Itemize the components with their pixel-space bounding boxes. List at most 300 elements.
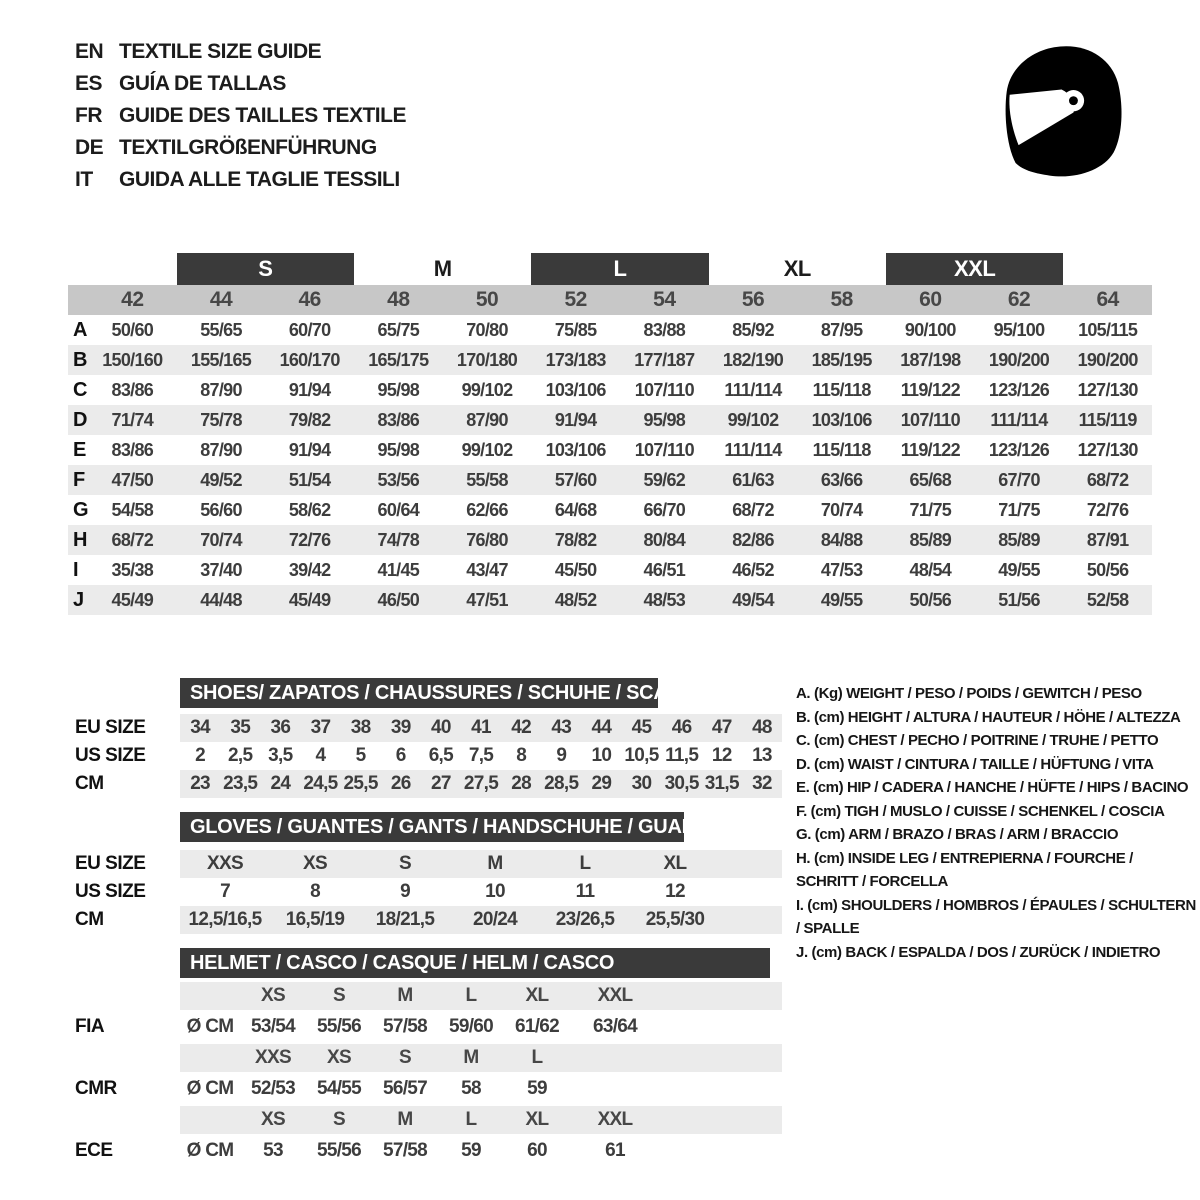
cell-value: XXS <box>207 853 243 874</box>
legend-entry: D. (cm) WAIST / CINTURA / TAILLE / HÜFTUNG / VITA <box>796 755 1154 773</box>
unit-cell: Ø CM <box>186 1016 234 1037</box>
language-title: TEXTILGRÖßENFÜHRUNG <box>119 136 377 159</box>
size-value: 103/106 <box>545 439 606 460</box>
language-title: TEXTILE SIZE GUIDE <box>119 40 322 63</box>
size-value: 182/190 <box>722 349 784 370</box>
size-value: 115/118 <box>812 379 871 400</box>
size-value: 99/102 <box>461 439 513 460</box>
helmet-section <box>68 948 782 1168</box>
size-value: 85/89 <box>998 529 1040 550</box>
table-row <box>68 878 782 906</box>
size-value: 75/85 <box>554 319 597 340</box>
size-value: 111/114 <box>990 409 1048 430</box>
size-value: 70/74 <box>200 529 242 550</box>
size-value: 150/160 <box>102 349 163 370</box>
size-value: 49/55 <box>998 559 1040 580</box>
shoes-section <box>68 678 782 798</box>
size-value: 84/88 <box>820 529 863 550</box>
cell-value: 2,5 <box>228 745 253 766</box>
column-header: 50 <box>475 288 499 311</box>
cell-value: 47 <box>711 717 732 738</box>
cell-value: 6 <box>395 745 406 766</box>
size-value: 68/72 <box>732 499 774 520</box>
cell-value: 10 <box>485 881 505 902</box>
size-number-row <box>68 285 1152 315</box>
size-value: 59/62 <box>643 469 686 490</box>
cell-value: 44 <box>591 717 612 738</box>
table-row <box>68 405 1152 435</box>
legend-entry: I. (cm) SHOULDERS / HOMBROS / ÉPAULES / SCHULTERN / SPALLE <box>796 896 1196 937</box>
size-value: 60/70 <box>288 319 331 340</box>
cell-value: 11 <box>575 881 595 902</box>
cell-value: 25,5 <box>343 773 378 794</box>
size-value: 105/115 <box>1078 319 1138 340</box>
row-values <box>180 906 782 934</box>
size-value: 49/54 <box>732 589 774 610</box>
size-value: 50/60 <box>111 319 154 340</box>
size-value: 49/55 <box>820 589 863 610</box>
cell-value: 35 <box>230 717 251 738</box>
size-value: 87/91 <box>1086 529 1129 550</box>
size-value: 83/86 <box>111 439 154 460</box>
cell-value: 26 <box>390 773 411 794</box>
size-group-label: M <box>433 256 452 281</box>
cell-value: 9 <box>400 881 410 902</box>
helmet-size-label: M <box>397 1109 413 1130</box>
size-value: 107/110 <box>900 409 960 430</box>
helmet-table <box>68 982 782 1168</box>
size-value: 51/56 <box>998 589 1040 610</box>
size-value: 56/60 <box>200 499 242 520</box>
cell-value: 6,5 <box>428 745 454 766</box>
helmet-size-row <box>68 1044 782 1072</box>
size-value: 65/75 <box>377 319 420 340</box>
cell-value: 9 <box>556 745 567 766</box>
size-value: 72/76 <box>288 529 331 550</box>
row-label: EU SIZE <box>75 853 146 874</box>
helmet-size-label: XS <box>327 1047 351 1068</box>
cell-value: 16,5/19 <box>285 909 345 930</box>
size-value: 103/106 <box>545 379 606 400</box>
cell-value: 59 <box>527 1078 547 1099</box>
language-title: GUIDE DES TAILLES TEXTILE <box>119 104 406 127</box>
standard-label: ECE <box>75 1140 113 1161</box>
helmet-size-label: S <box>399 1047 411 1068</box>
cell-value: 13 <box>752 745 772 766</box>
cell-value: 63/64 <box>592 1016 638 1037</box>
row-label <box>68 1044 180 1072</box>
size-value: 127/130 <box>1077 439 1138 460</box>
size-value: 47/50 <box>111 469 154 490</box>
size-value: 91/94 <box>288 439 331 460</box>
column-header: 60 <box>919 288 942 311</box>
cell-value: 8 <box>310 881 320 902</box>
row-letter: F <box>73 468 86 491</box>
size-value: 87/90 <box>466 409 508 430</box>
size-value: 165/175 <box>368 349 429 370</box>
cell-value: 27 <box>430 773 451 794</box>
size-value: 71/75 <box>998 499 1040 520</box>
size-value: 45/50 <box>554 559 597 580</box>
size-value: 37/40 <box>200 559 242 580</box>
size-value: 54/58 <box>111 499 154 520</box>
column-header: 42 <box>121 288 144 311</box>
language-row <box>75 132 406 164</box>
cell-value: 39 <box>390 717 411 738</box>
size-value: 85/92 <box>732 319 774 340</box>
cell-value: 48 <box>752 717 772 738</box>
size-value: 83/86 <box>377 409 420 430</box>
size-value: 55/65 <box>200 319 242 340</box>
language-row <box>75 164 406 196</box>
row-letter: A <box>73 318 88 341</box>
helmet-value-row <box>68 1134 782 1168</box>
language-row <box>75 68 406 100</box>
size-value: 48/54 <box>909 559 952 580</box>
row-letter: B <box>73 348 88 371</box>
size-value: 68/72 <box>111 529 154 550</box>
cell-value: 12 <box>711 745 732 766</box>
helmet-size-row <box>68 1106 782 1134</box>
cell-value: 37 <box>310 717 331 738</box>
size-value: 62/66 <box>466 499 508 520</box>
legend-entry: C. (cm) CHEST / PECHO / POITRINE / TRUHE / PETTO <box>796 732 1159 749</box>
column-header: 56 <box>741 288 765 311</box>
cell-value: 23 <box>190 773 210 794</box>
size-value: 48/52 <box>554 589 597 610</box>
helmet-size-row <box>68 982 782 1010</box>
size-value: 123/126 <box>988 379 1050 400</box>
size-value: 95/98 <box>643 409 686 430</box>
column-header: 44 <box>209 288 233 311</box>
language-code: DE <box>75 136 104 159</box>
shoes-section-header: SHOES/ ZAPATOS / CHAUSSURES / SCHUHE / SCARPE <box>180 678 658 708</box>
size-value: 90/100 <box>904 319 956 340</box>
cell-value: 27,5 <box>463 773 499 794</box>
helmet-size-label: S <box>333 1109 345 1130</box>
language-code: IT <box>75 168 93 191</box>
size-value: 49/52 <box>200 469 242 490</box>
cell-value: 10,5 <box>624 745 659 766</box>
size-value: 67/70 <box>998 469 1040 490</box>
size-value: 80/84 <box>643 529 686 550</box>
legend-entry: F. (cm) TIGH / MUSLO / CUISSE / SCHENKEL / COSCIA <box>796 802 1165 820</box>
size-value: 75/78 <box>200 409 242 430</box>
row-values <box>180 850 782 878</box>
size-value: 70/74 <box>820 499 863 520</box>
cell-value: XL <box>663 853 687 874</box>
row-label: CM <box>75 909 104 930</box>
cell-value: 12 <box>665 881 685 902</box>
table-row <box>68 315 1152 345</box>
row-letter: E <box>73 438 87 461</box>
size-value: 95/98 <box>377 439 420 460</box>
helmet-size-label: XL <box>525 1109 549 1130</box>
size-value: 107/110 <box>634 439 694 460</box>
size-value: 115/118 <box>812 439 871 460</box>
row-label <box>68 1106 180 1134</box>
table-row <box>68 555 1152 585</box>
row-label <box>68 982 180 1010</box>
helmet-size-label: XXL <box>597 985 633 1006</box>
legend-entry: H. (cm) INSIDE LEG / ENTREPIERNA / FOURCHE / SCHRITT / FORCELLA <box>796 849 1133 890</box>
cell-value: 18/21,5 <box>375 909 435 930</box>
cell-value: 3,5 <box>268 745 293 766</box>
table-row <box>68 465 1152 495</box>
size-value: 57/60 <box>554 469 597 490</box>
size-value: 99/102 <box>461 379 513 400</box>
size-group-label: XXL <box>886 253 1063 285</box>
table-row <box>68 585 1152 615</box>
size-value: 53/56 <box>377 469 420 490</box>
size-value: 99/102 <box>727 409 779 430</box>
cell-value: M <box>487 853 503 874</box>
size-value: 170/180 <box>456 349 518 370</box>
row-letter: H <box>73 528 88 551</box>
cell-value: 61/62 <box>514 1016 560 1037</box>
helmet-size-label: XS <box>261 985 285 1006</box>
table-row <box>68 742 782 770</box>
row-values <box>180 1134 782 1168</box>
standard-label: CMR <box>75 1078 117 1099</box>
size-value: 46/50 <box>377 589 420 610</box>
size-value: 107/110 <box>634 379 694 400</box>
size-value: 119/122 <box>900 439 960 460</box>
size-value: 35/38 <box>111 559 154 580</box>
column-header: 58 <box>830 288 853 311</box>
row-values <box>180 770 782 798</box>
cell-value: 45 <box>631 717 652 738</box>
cell-value: 54/55 <box>316 1078 362 1099</box>
size-value: 82/86 <box>732 529 774 550</box>
size-value: 173/183 <box>545 349 606 370</box>
legend-entry: E. (cm) HIP / CADERA / HANCHE / HÜFTE / HIPS / BACINO <box>796 779 1189 796</box>
size-value: 41/45 <box>377 559 420 580</box>
size-value: 155/165 <box>190 349 252 370</box>
language-code: FR <box>75 104 102 127</box>
legend-entry: J. (cm) BACK / ESPALDA / DOS / ZURÜCK / INDIETRO <box>796 943 1161 961</box>
row-values <box>180 1072 782 1106</box>
row-values <box>180 742 782 770</box>
cell-value: 55/56 <box>316 1140 362 1161</box>
language-row <box>75 36 406 68</box>
size-value: 127/130 <box>1077 379 1138 400</box>
table-row <box>68 714 782 742</box>
cell-value: 61 <box>605 1140 625 1161</box>
cell-value: 24,5 <box>303 773 338 794</box>
cell-value: 41 <box>471 717 491 738</box>
cell-value: 40 <box>430 717 451 738</box>
cell-value: 28,5 <box>544 773 579 794</box>
cell-value: 34 <box>190 717 210 738</box>
row-label: CM <box>75 773 104 794</box>
cell-value: 53/54 <box>250 1016 296 1037</box>
size-value: 79/82 <box>288 409 331 430</box>
cell-value: 8 <box>516 745 527 766</box>
column-header: 46 <box>298 288 321 311</box>
column-header: 52 <box>564 288 587 311</box>
size-value: 85/89 <box>909 529 952 550</box>
cell-value: 12,5/16,5 <box>188 909 262 930</box>
cell-value: 2 <box>195 745 205 766</box>
column-header: 64 <box>1096 288 1119 311</box>
column-header: 54 <box>653 288 676 311</box>
size-value: 60/64 <box>377 499 420 520</box>
cell-value: S <box>399 853 411 874</box>
size-value: 48/53 <box>643 589 686 610</box>
standard-label: FIA <box>75 1016 105 1037</box>
size-value: 65/68 <box>909 469 952 490</box>
cell-value: 31,5 <box>704 773 739 794</box>
size-value: 111/114 <box>724 439 782 460</box>
cell-value: 32 <box>752 773 772 794</box>
size-value: 177/187 <box>634 349 695 370</box>
row-letter: G <box>73 498 89 521</box>
helmet-size-label: XS <box>261 1109 285 1130</box>
language-title-list <box>75 36 406 196</box>
size-value: 72/76 <box>1086 499 1129 520</box>
unit-cell: Ø CM <box>186 1078 234 1099</box>
cell-value: 25,5/30 <box>645 909 705 930</box>
language-title: GUIDA ALLE TAGLIE TESSILI <box>119 168 400 191</box>
row-letter: J <box>73 588 85 611</box>
size-value: 190/200 <box>1077 349 1138 370</box>
gloves-section <box>68 812 782 934</box>
unit-cell: Ø CM <box>186 1140 234 1161</box>
size-value: 187/198 <box>900 349 961 370</box>
size-value: 119/122 <box>900 379 960 400</box>
gloves-table <box>68 850 782 934</box>
size-value: 63/66 <box>820 469 863 490</box>
cell-value: 20/24 <box>472 909 518 930</box>
cell-value: XS <box>303 853 327 874</box>
cell-value: 55/56 <box>316 1016 362 1037</box>
size-value: 47/51 <box>466 589 508 610</box>
size-group-label: S <box>177 253 354 285</box>
cell-value: 4 <box>315 745 326 766</box>
size-value: 115/119 <box>1078 409 1137 430</box>
cell-value: 7,5 <box>468 745 494 766</box>
row-letter: D <box>73 408 88 431</box>
table-row <box>68 525 1152 555</box>
size-value: 78/82 <box>554 529 597 550</box>
size-value: 50/56 <box>1086 559 1129 580</box>
cell-value: 11,5 <box>665 745 699 766</box>
size-value: 44/48 <box>200 589 242 610</box>
cell-value: 53 <box>263 1140 283 1161</box>
helmet-size-label: S <box>333 985 345 1006</box>
helmet-size-label: XXS <box>255 1047 291 1068</box>
size-table-body <box>68 315 1152 615</box>
racing-helmet-icon <box>980 28 1158 206</box>
table-row <box>68 375 1152 405</box>
row-values <box>180 1010 782 1044</box>
legend-entry: B. (cm) HEIGHT / ALTURA / HAUTEUR / HÖHE / ALTEZZA <box>796 708 1181 726</box>
legend-entry: A. (Kg) WEIGHT / PESO / POIDS / GEWITCH / PESO <box>796 685 1142 702</box>
size-value: 190/200 <box>988 349 1050 370</box>
gloves-section-header: GLOVES / GUANTES / GANTS / HANDSCHUHE / GUANTI <box>180 812 684 842</box>
helmet-size-label: L <box>465 985 477 1006</box>
shoes-table <box>68 714 782 798</box>
size-value: 47/53 <box>820 559 863 580</box>
size-value: 74/78 <box>377 529 420 550</box>
row-label: US SIZE <box>75 881 146 902</box>
cell-value: 58 <box>461 1078 481 1099</box>
column-header: 62 <box>1007 288 1031 311</box>
textile-size-table <box>68 253 1152 615</box>
measurement-legend <box>796 682 1196 964</box>
cell-value: 43 <box>551 717 572 738</box>
cell-value: 46 <box>671 717 692 738</box>
cell-value: 56/57 <box>382 1078 428 1099</box>
size-value: 46/52 <box>732 559 774 580</box>
size-value: 91/94 <box>288 379 331 400</box>
row-letter: I <box>73 558 79 581</box>
size-value: 95/100 <box>993 319 1045 340</box>
cell-value: 5 <box>355 745 366 766</box>
size-value: 103/106 <box>811 409 872 430</box>
row-label: EU SIZE <box>75 717 146 738</box>
language-title: GUÍA DE TALLAS <box>119 72 286 95</box>
cell-value: 10 <box>591 745 612 766</box>
cell-value: 28 <box>511 773 531 794</box>
size-group-label: XL <box>783 256 811 281</box>
cell-value: 30,5 <box>664 773 699 794</box>
row-values <box>180 1106 782 1134</box>
size-value: 64/68 <box>554 499 597 520</box>
row-label: US SIZE <box>75 745 146 766</box>
row-values <box>180 982 782 1010</box>
legend-entry: G. (cm) ARM / BRAZO / BRAS / ARM / BRACCIO <box>796 826 1119 843</box>
cell-value: 52/53 <box>250 1078 296 1099</box>
size-value: 76/80 <box>466 529 508 550</box>
cell-value: 30 <box>631 773 652 794</box>
size-value: 50/56 <box>909 589 952 610</box>
size-value: 185/195 <box>811 349 872 370</box>
row-values <box>180 878 782 906</box>
table-row <box>68 345 1152 375</box>
size-value: 51/54 <box>288 469 331 490</box>
helmet-size-label: M <box>463 1047 479 1068</box>
size-value: 66/70 <box>643 499 686 520</box>
size-value: 52/58 <box>1086 589 1129 610</box>
size-value: 87/90 <box>200 439 242 460</box>
size-value: 43/47 <box>466 559 508 580</box>
helmet-value-row <box>68 1072 782 1106</box>
size-value: 95/98 <box>377 379 420 400</box>
cell-value: 42 <box>511 717 531 738</box>
table-row <box>68 770 782 798</box>
language-code: ES <box>75 72 103 95</box>
size-value: 61/63 <box>732 469 774 490</box>
size-value: 71/74 <box>111 409 154 430</box>
size-value: 123/126 <box>988 439 1050 460</box>
helmet-section-header: HELMET / CASCO / CASQUE / HELM / CASCO <box>180 948 770 978</box>
cell-value: 36 <box>270 717 291 738</box>
table-row <box>68 906 782 934</box>
size-value: 71/75 <box>909 499 952 520</box>
row-values <box>180 1044 782 1072</box>
size-value: 46/51 <box>643 559 686 580</box>
helmet-value-row <box>68 1010 782 1044</box>
cell-value: 59/60 <box>448 1016 494 1037</box>
cell-value: 60 <box>527 1140 547 1161</box>
table-row <box>68 435 1152 465</box>
cell-value: 7 <box>220 881 230 902</box>
cell-value: 24 <box>270 773 291 794</box>
helmet-size-label: XL <box>525 985 549 1006</box>
language-row <box>75 100 406 132</box>
